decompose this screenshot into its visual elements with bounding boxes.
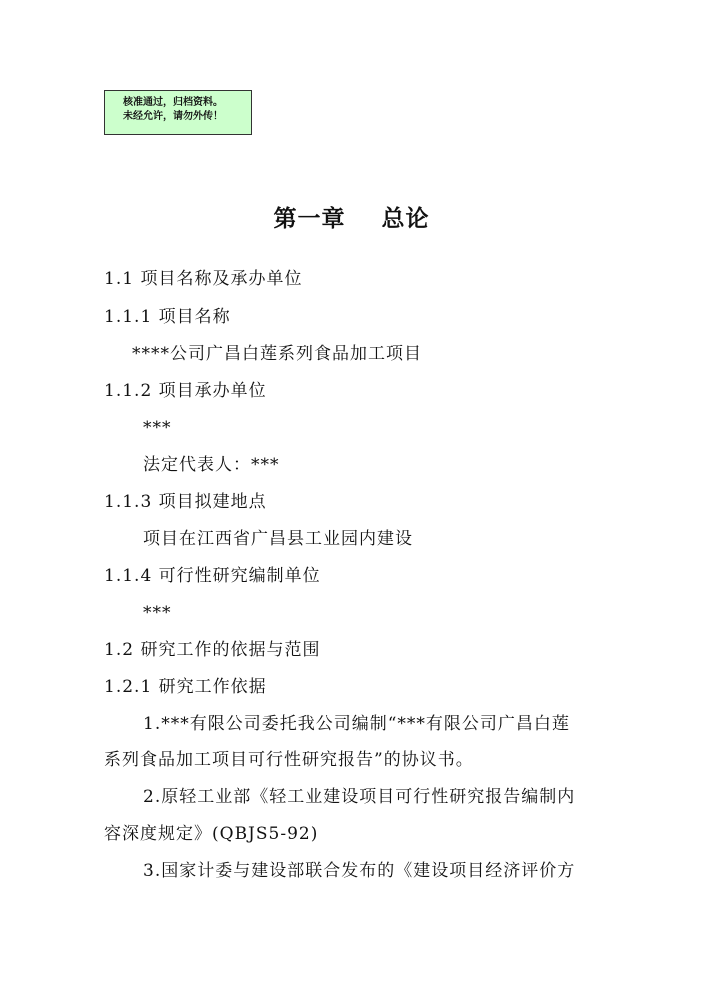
basis-1-line-1: 1.***有限公司委托我公司编制“***有限公司广昌白莲 xyxy=(143,714,570,734)
section-heading-1-1-4: 1.1.4 可行性研究编制单位 xyxy=(104,566,321,586)
legal-representative-text: 法定代表人：*** xyxy=(143,455,280,475)
section-heading-1-2-1: 1.2.1 研究工作依据 xyxy=(104,677,267,697)
stamp-line-1: 核准通过，归档资料。 xyxy=(123,97,223,108)
sponsor-text: *** xyxy=(143,418,172,438)
compiler-text: *** xyxy=(143,603,172,623)
basis-3-line-1: 3.国家计委与建设部联合发布的《建设项目经济评价方 xyxy=(143,861,576,881)
archive-stamp xyxy=(104,90,252,135)
basis-2-line-2: 容深度规定》(QBJS5-92) xyxy=(104,824,319,844)
section-heading-1-2: 1.2 研究工作的依据与范围 xyxy=(104,640,321,660)
stamp-line-2: 未经允许，请勿外传！ xyxy=(123,111,223,122)
project-name-text: ****公司广昌白莲系列食品加工项目 xyxy=(132,344,422,364)
basis-2-line-1: 2.原轻工业部《轻工业建设项目可行性研究报告编制内 xyxy=(143,787,576,807)
chapter-title: 第一章 总论 xyxy=(273,206,430,232)
basis-1-line-2: 系列食品加工项目可行性研究报告”的协议书。 xyxy=(104,750,474,770)
section-heading-1-1-2: 1.1.2 项目承办单位 xyxy=(104,381,267,401)
section-heading-1-1-3: 1.1.3 项目拟建地点 xyxy=(104,492,267,512)
location-text: 项目在江西省广昌县工业园内建设 xyxy=(143,529,413,549)
section-heading-1-1: 1.1 项目名称及承办单位 xyxy=(104,269,303,289)
section-heading-1-1-1: 1.1.1 项目名称 xyxy=(104,307,231,327)
